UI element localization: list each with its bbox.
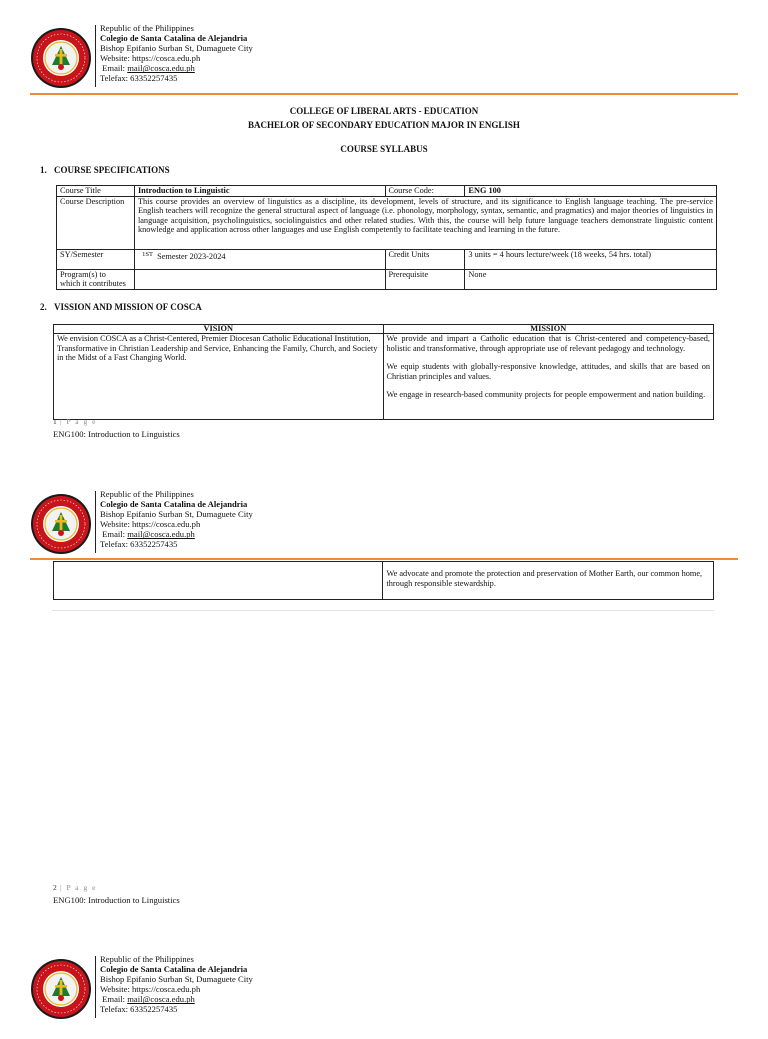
- school-seal-logo: [30, 27, 92, 89]
- table-row: [54, 325, 714, 334]
- course-title-label: Course Title: [57, 186, 135, 197]
- address-line: Bishop Epifanio Surban St, Dumaguete City: [100, 974, 253, 985]
- mission-continued-table: [53, 561, 714, 600]
- mission-item-1: We provide and impart a Catholic education that is Christ-centered and competency-based, holistic and transformative, through appropriate use of relevant pedagogy and technology.: [386, 334, 710, 353]
- school-seal-logo: [30, 958, 92, 1020]
- program-title: BACHELOR OF SECONDARY EDUCATION MAJOR IN ENGLISH: [248, 120, 520, 130]
- mission-item-4-text: We advocate and promote the protection and preservation of Mother Earth, our common home, through responsible stewardship.: [386, 569, 703, 588]
- mission-item-4: [383, 562, 714, 600]
- sy-semester-label: SY/Semester: [57, 249, 135, 269]
- programs-label-line-2: which it contributes: [60, 279, 126, 288]
- table-row: [57, 269, 717, 289]
- school-name: Colegio de Santa Catalina de Alejandria: [100, 499, 248, 510]
- table-row: [57, 249, 717, 269]
- vision-header: VISION: [54, 325, 384, 334]
- email-line: [100, 529, 253, 539]
- telefax-line: Telefax: 63352257435: [100, 539, 178, 550]
- semester-text: Semester 2023-2024: [157, 251, 226, 261]
- section-2-number: 2.: [40, 302, 47, 312]
- country-line: Republic of the Philippines: [100, 954, 194, 964]
- table-row: [57, 196, 717, 249]
- email-link[interactable]: mail@cosca.edu.ph: [127, 994, 195, 1005]
- footer-running-title-1: ENG100: Introduction to Linguistics: [53, 429, 180, 439]
- course-spec-table: [56, 185, 717, 290]
- college-title: COLLEGE OF LIBERAL ARTS - EDUCATION: [289, 106, 479, 116]
- vision-empty-cell: [54, 562, 383, 600]
- vision-text: We envision COSCA as a Christ-Centered, Premier Diocesan Catholic Educational Institution, Transformative in Christian Leadership and Service, Enhancing the Family, Church, and Society in the Midst of a Fast Changing World.: [54, 334, 384, 420]
- section-1-title: COURSE SPECIFICATIONS: [54, 165, 170, 175]
- school-name: Colegio de Santa Catalina de Alejandria: [100, 33, 248, 44]
- country-line: Republic of the Philippines: [100, 23, 194, 33]
- email-label: Email:: [102, 529, 126, 540]
- email-link[interactable]: mail@cosca.edu.ph: [127, 529, 195, 540]
- gray-divider: [52, 610, 714, 611]
- header-rule: [30, 93, 738, 95]
- table-row: [57, 186, 717, 197]
- email-link[interactable]: mail@cosca.edu.ph: [127, 63, 195, 74]
- letterhead-divider: [95, 25, 96, 87]
- telefax-line: Telefax: 63352257435: [100, 73, 178, 84]
- letterhead-text: [100, 489, 253, 550]
- table-row: [54, 334, 714, 420]
- credit-units-value: 3 units = 4 hours lecture/week (18 weeks, 54 hrs. total): [465, 249, 717, 269]
- page-word: | P a g e: [60, 883, 97, 892]
- course-description-value: This course provides an overview of linguistics as a discipline, its development, levels of structure, and its significance to English language teaching. The pre-service English teachers will recognize the general structural aspect of language (i.e. phonology, morphology, syntax, semantic, and pragmatics) and major theories of linguistics in language acquisition, psycholinguistics, sociolinguistics and other related studies. With this, the course will help future language teachers demonstrate linguistic content knowledge and application across other languages and use English competently to facilitate teaching and learning in the future.: [134, 196, 716, 249]
- school-name: Colegio de Santa Catalina de Alejandria: [100, 964, 248, 975]
- website-line[interactable]: Website: https://cosca.edu.ph: [100, 984, 201, 995]
- country-line: Republic of the Philippines: [100, 489, 194, 499]
- section-1-number: 1.: [40, 165, 47, 175]
- header-rule: [30, 558, 738, 560]
- section-2-title: VISSION AND MISSION OF COSCA: [54, 302, 202, 312]
- programs-label-line-1: Program(s) to: [60, 269, 106, 279]
- page-number-2: [53, 883, 97, 892]
- website-line[interactable]: Website: https://cosca.edu.ph: [100, 53, 201, 64]
- email-label: Email:: [102, 63, 126, 74]
- section-1-heading: [40, 165, 170, 175]
- letterhead-text: [100, 954, 253, 1015]
- email-label: Email:: [102, 994, 126, 1005]
- page-number-value: 2: [53, 883, 57, 892]
- page-number-1: [53, 417, 97, 426]
- website-line[interactable]: Website: https://cosca.edu.ph: [100, 519, 201, 530]
- table-row: [54, 562, 714, 600]
- course-code-label: Course Code:: [385, 186, 465, 197]
- mission-header: MISSION: [383, 325, 714, 334]
- credit-units-label: Credit Units: [385, 249, 465, 269]
- telefax-line: Telefax: 63352257435: [100, 1004, 178, 1015]
- course-title-value: Introduction to Linguistic: [134, 186, 385, 197]
- course-description-label: Course Description: [57, 196, 135, 249]
- mission-cell: [383, 334, 714, 420]
- section-2-heading: [40, 302, 202, 312]
- prerequisite-value: None: [465, 269, 717, 289]
- email-line: [100, 63, 253, 73]
- school-seal-logo: [30, 493, 92, 555]
- email-line: [100, 994, 253, 1004]
- letterhead-text: [100, 23, 253, 84]
- mission-item-3: We engage in research-based community projects for people empowerment and nation building.: [386, 390, 706, 399]
- footer-running-title-2: ENG100: Introduction to Linguistics: [53, 895, 180, 905]
- letterhead-divider: [95, 491, 96, 553]
- mission-item-2: We equip students with globally-responsive knowledge, attitudes, and skills that are based on Christian principles and values.: [386, 362, 710, 381]
- programs-value: [134, 269, 385, 289]
- page-word: | P a g e: [60, 417, 97, 426]
- letterhead-divider: [95, 956, 96, 1018]
- letterhead-page-1: [0, 22, 768, 108]
- address-line: Bishop Epifanio Surban St, Dumaguete City: [100, 43, 253, 54]
- sy-semester-value: [134, 249, 385, 269]
- programs-label: [57, 269, 135, 289]
- letterhead-page-3: [0, 953, 768, 1039]
- vision-mission-table: [53, 324, 714, 420]
- syllabus-title: COURSE SYLLABUS: [340, 144, 428, 154]
- semester-ordinal: 1ST: [142, 250, 153, 258]
- course-code-value: ENG 100: [465, 186, 717, 197]
- page-number-value: 1: [53, 417, 57, 426]
- prerequisite-label: Prerequisite: [385, 269, 465, 289]
- address-line: Bishop Epifanio Surban St, Dumaguete City: [100, 509, 253, 520]
